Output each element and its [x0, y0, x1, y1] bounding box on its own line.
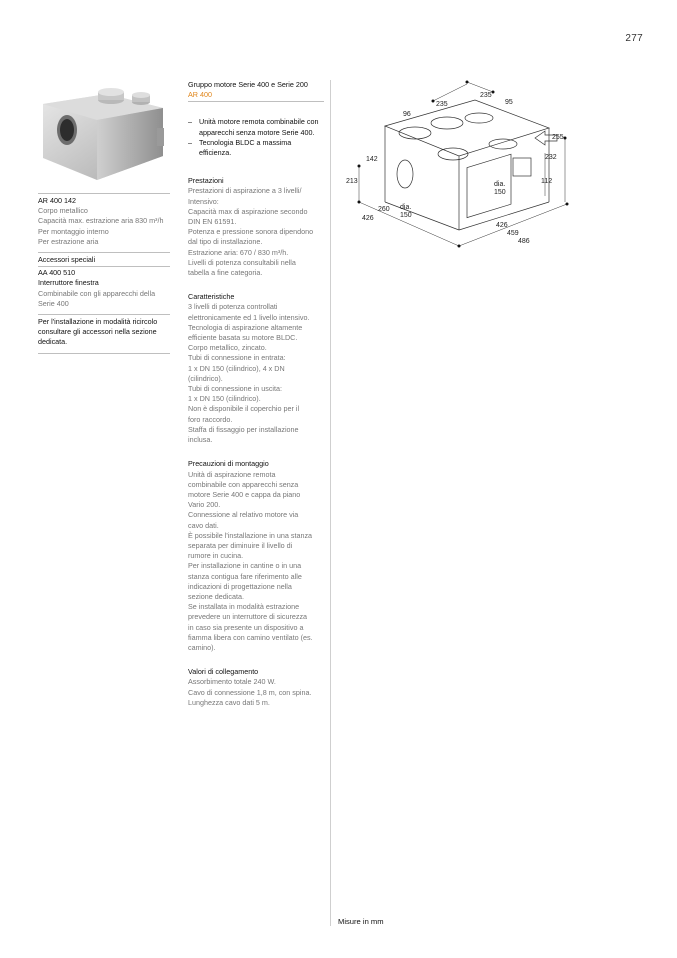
section-text: Assorbimento totale 240 W. Cavo di connessione 1,8 m, con spina. Lunghezza cavo dati 5 m. [188, 677, 312, 707]
accessory-name: Interruttore finestra [38, 278, 99, 288]
section-heading: Precauzioni di montaggio [188, 459, 269, 469]
column-divider [330, 80, 331, 926]
dim-235-b: 235 [480, 92, 492, 99]
spec-line: Corpo metallico [38, 206, 88, 216]
product-code: AR 400 142 [38, 196, 76, 205]
section-text: Prestazioni di aspirazione a 3 livelli/ Intensivo: Capacità max di aspirazione secondo DIN EN 61591. Potenza e pressione sonora dipendono dal tipo di installazione. Estrazione aria: 670 / 830 m³/h. Livelli di potenza consultabili nella tabella a fine categoria. [188, 186, 314, 278]
section-features [188, 292, 324, 445]
dim-260: 260 [378, 206, 390, 213]
accessories-title: Accessori speciali [38, 255, 96, 265]
left-column [38, 193, 170, 354]
feature-item: – Unità motore remota combinabile con apparecchi senza motore Serie 400. [188, 117, 324, 137]
section-connection [188, 667, 324, 708]
middle-column [188, 80, 324, 708]
section-installation [188, 459, 324, 653]
dim-426-left: 426 [362, 215, 374, 222]
product-photo [37, 86, 167, 182]
spec-line: Per montaggio interno [38, 226, 109, 236]
dia-label-right: dia. [494, 181, 506, 188]
section-heading: Valori di collegamento [188, 667, 259, 677]
dia-150-left: 150 [400, 212, 412, 219]
dim-213: 213 [346, 178, 358, 185]
spec-line: Capacità max. estrazione aria 830 m³/h [38, 216, 164, 226]
dim-232: 232 [545, 154, 557, 161]
spec-line: Per estrazione aria [38, 236, 99, 246]
dim-142: 142 [366, 156, 378, 163]
recirculation-note: Per l'installazione in modalità ricircolo consultare gli accessori nella sezione dedicata. [38, 317, 158, 347]
dim-459: 459 [507, 230, 519, 237]
dimension-drawing [335, 78, 585, 258]
dia-150-right: 150 [494, 189, 506, 196]
dim-486: 486 [518, 238, 530, 245]
product-model: AR 400 [188, 90, 212, 100]
section-text: 3 livelli di potenza controllati elettronicamente ed 1 livello intensivo. Tecnologia di aspirazione altamente efficiente basata su motore BLDC. Corpo metallico, zincato. Tubi di connessione in entrata: 1 x DN 150 (cilindrico), 4 x DN (cilindrico). Tubi di connessione in uscita: 1 x DN 150 (cilindrico). Non è disponibile il coperchio per il foro raccordo. Staffa di fissaggio per installazione inclusa. [188, 302, 310, 445]
dia-label-left: dia. [400, 204, 412, 211]
section-heading: Caratteristiche [188, 292, 235, 302]
dim-235-a: 235 [436, 101, 448, 108]
dim-95: 95 [505, 99, 513, 106]
dim-112: 112 [541, 178, 553, 185]
dim-255: 255 [552, 134, 564, 141]
section-text: Unità di aspirazione remota combinabile con apparecchi senza motore Serie 400 e cappa da piano Vario 200. Connessione al relativo motore via cavo dati. È possibile l'installazione in una stanza separata per diminuire il livello di rumore in cucina. Per installazione in cantine o in una stanza contigua fare riferimento alle indicazioni di progettazione nella sezione dedicata. Se installata in modalità estrazione prevedere un interruttore di sicurezza in caso sia presente un dispositivo a fiamma libera con camino ventilato (es. camino). [188, 469, 313, 652]
feature-item: – Tecnologia BLDC a massima efficienza. [188, 138, 324, 158]
section-performance [188, 176, 324, 278]
dim-426-bottom: 426 [496, 222, 508, 229]
page-number: 277 [625, 33, 643, 44]
measurement-note: Misure in mm [338, 917, 384, 926]
dim-96: 96 [403, 111, 411, 118]
section-heading: Prestazioni [188, 176, 224, 186]
feature-list [188, 117, 324, 158]
accessory-code: AA 400 510 [38, 268, 76, 278]
product-title: Gruppo motore Serie 400 e Serie 200 [188, 80, 308, 89]
accessory-desc: Combinabile con gli apparecchi della Serie 400 [38, 288, 156, 308]
